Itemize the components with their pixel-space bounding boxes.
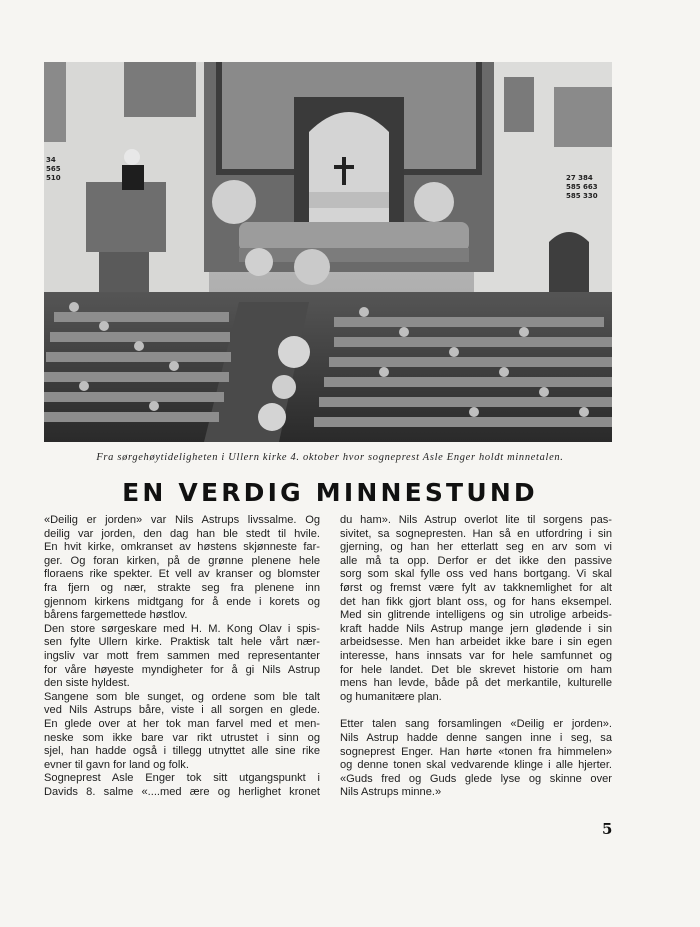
- right-line: Etter talen sang forsamlingen «Deilig er jorden».: [340, 718, 612, 731]
- left-line: Davids 8. salme «....med ære og herlighet kronet: [44, 785, 320, 798]
- left-line: gjennom kirkens midtgang for å ende i korets og: [44, 595, 320, 608]
- right-line: sorg som skal fylle oss ved hans bortgang. Vi skal: [340, 568, 612, 581]
- church-photo: [44, 62, 612, 442]
- right-line: kraft hadde Nils Astrup mange jern glødende i sin: [340, 622, 612, 635]
- hymn-board-right-2: 585 663: [566, 183, 598, 191]
- left-line: neske som ikke bare var rikt utrustet i sinn og: [44, 731, 320, 744]
- hymn-board-left-1: 34: [46, 156, 56, 164]
- right-line: mens han levde, både på det merkantile, kulturelle: [340, 677, 612, 690]
- hymn-board-left-2: 565: [46, 165, 61, 173]
- left-line: Sangene som ble sunget, og ordene som ble talt: [44, 690, 320, 703]
- right-line: sivitet, sa sognepresten. Han så en utfordring i sin: [340, 527, 612, 540]
- left-line: ved Nils Astrups båre, viste i all sorgen en glede.: [44, 704, 320, 717]
- right-line: og humanitære plan.: [340, 690, 442, 703]
- left-line: for våre høyeste myndigheter for å gi Nils Astrup: [44, 663, 320, 676]
- right-line: arbeidsesse. Men han arbeidet ikke bare i sin egen: [340, 636, 612, 649]
- left-line: ger. Og foran kirken, på de grønne plenene hele: [44, 554, 320, 567]
- left-line: «Deilig er jorden» var Nils Astrups livssalme. Og: [44, 514, 320, 526]
- article-left-column: [44, 514, 320, 799]
- right-line: det han fikk gjort blant oss, og for hans eksempel.: [340, 595, 612, 608]
- page-number: 5: [602, 820, 613, 838]
- left-line: floraens rike spekter. Et vell av kranser og blomster: [44, 568, 320, 581]
- right-line: Med sin glitrende intelligens og sin utrolige arbeids-: [340, 609, 612, 622]
- hymn-board-right-3: 585 330: [566, 192, 598, 200]
- right-line: interesse, hans innsats var for hele samfunnet og: [340, 649, 612, 662]
- left-line: bårens fargemettede høstlov.: [44, 609, 188, 622]
- left-line: Den store sørgeskare med H. M. Kong Olav i spis-: [44, 622, 320, 635]
- right-line: for hele landet. Det ble skrevet historie om ham: [340, 663, 612, 676]
- right-line: sogneprest Enger. Han hørte «tonen fra himmelen»: [340, 745, 612, 758]
- right-line: og denne tonen skal vedvarende klinge i alle hjerter.: [340, 759, 612, 772]
- right-line: du ham». Nils Astrup overlot lite til sorgens pas-: [340, 514, 612, 526]
- left-line: Sogneprest Asle Enger tok sitt utgangspunkt i: [44, 772, 320, 785]
- paragraph-gap: [340, 704, 612, 718]
- right-line: Nils Astrups minne.»: [340, 786, 442, 799]
- left-line: sjel, han hadde også i tillegg utnyttet alle sine rike: [44, 745, 320, 758]
- left-line: ingsliv var mott frem sammen med representanter: [44, 649, 320, 662]
- church-photo-illustration: [44, 62, 612, 442]
- left-line: deilig var jorden, den dag han ble stedt til hvile.: [44, 527, 320, 540]
- right-line: alle må ta opp. Derfor er det ikke den passive: [340, 554, 612, 567]
- hymn-board-right-1: 27 384: [566, 174, 593, 182]
- left-line: sen fylte Ullern kirke. Praktisk talt hele vårt nær-: [44, 636, 320, 649]
- left-line: fra fjern og nær, strakte seg fra plenene inn: [44, 581, 320, 594]
- right-line: «Guds fred og Guds glede lyse og skinne over: [340, 772, 612, 785]
- article-headline: EN VERDIG MINNESTUND: [122, 478, 538, 507]
- hymn-board-left-3: 510: [46, 174, 61, 182]
- right-line: Nils Astrup hadde denne sangen inne i seg, sa: [340, 731, 612, 744]
- left-line: En glede over at her tok man farvel med et men-: [44, 717, 320, 730]
- right-line: gjerning, og han her etterlatt seg en arv som vi: [340, 541, 612, 554]
- left-line: den siste hyldest.: [44, 677, 130, 690]
- article-right-column: [340, 514, 612, 800]
- photo-caption: Fra sørgehøytideligheten i Ullern kirke 4. oktober hvor sogneprest Asle Enger holdt minnetalen.: [96, 452, 564, 463]
- left-line: En hvit kirke, omkranset av høstens skjønneste far-: [44, 541, 320, 554]
- right-line: først og fremst være fylt av takknemlighet for alt: [340, 581, 612, 594]
- left-line: evner til gavn for land og folk.: [44, 758, 189, 771]
